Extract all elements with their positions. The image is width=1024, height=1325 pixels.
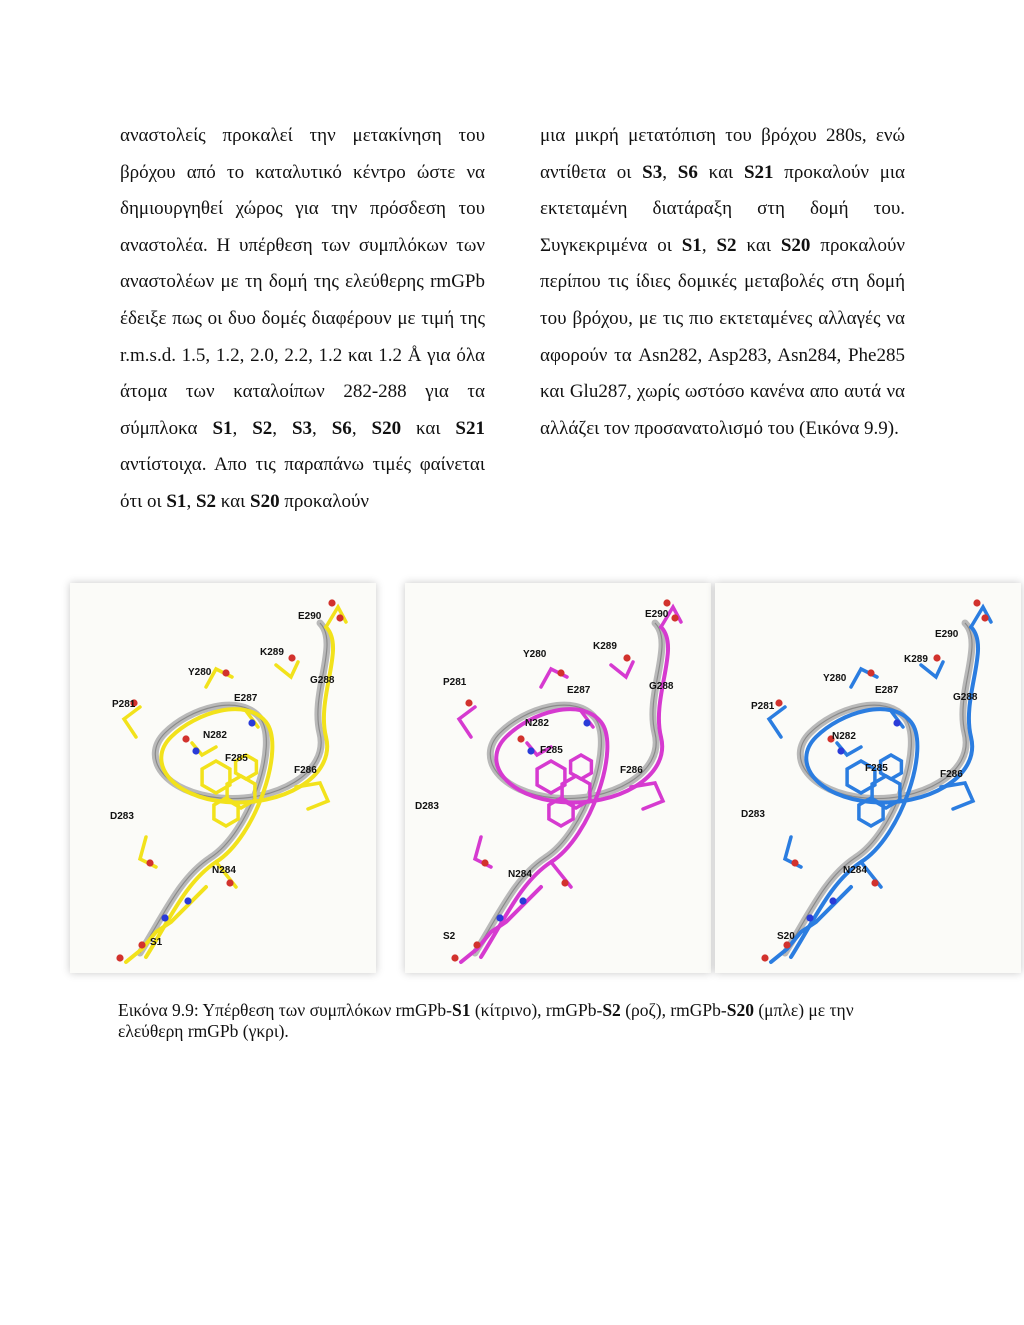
compound-label: S1 (681, 234, 702, 256)
atom (973, 599, 980, 606)
residue-label: N282 (525, 718, 549, 729)
residue-label: E287 (567, 685, 591, 696)
complex-backbone (146, 627, 333, 957)
atom (527, 747, 534, 754)
atom (481, 859, 488, 866)
residue-label: Y280 (188, 667, 212, 678)
atom (557, 669, 564, 676)
compound-label: S6 (677, 161, 698, 183)
figure-panel-s2 (405, 583, 711, 973)
residue-label: E290 (645, 609, 669, 620)
text-run: , (701, 234, 717, 256)
ligand-tail (771, 887, 851, 962)
side-chain (459, 707, 475, 737)
residue-label: F285 (540, 745, 563, 756)
text-run: προκαλούν περίπου τις ίδιες δομικές μεταβολές στη δομή του βρόχου, με τις πιο εκτεταμένες αλλαγές να αφορούν τα Asn282, Asp283, Asn284, Phe285 και Glu287, χωρίς ωστόσο κανένα απο αυτά να αλλάζει τον προσανατολισμό του (Εικόνα 9.9). (540, 234, 905, 439)
text-run: (μπλε) με την ελεύθερη rmGPb (γκρι). (118, 1000, 854, 1041)
atom (561, 879, 568, 886)
left-text-column (120, 118, 485, 521)
residue-label: G288 (310, 675, 335, 686)
atom (775, 699, 782, 706)
residue-label: N284 (843, 865, 867, 876)
text-run: (κίτρινο), rmGPb- (470, 1000, 603, 1020)
text-run: και (401, 417, 456, 439)
text-run: και (697, 161, 744, 183)
side-chain (276, 662, 298, 677)
atom (451, 954, 458, 961)
atom (867, 669, 874, 676)
atom (248, 719, 255, 726)
ligand-label: S20 (777, 931, 795, 942)
text-run: Εικόνα 9.9: Υπέρθεση των συμπλόκων rmGPb- (118, 1000, 452, 1020)
residue-label: Y280 (523, 649, 547, 660)
compound-label: S20 (726, 1000, 754, 1020)
atom (837, 747, 844, 754)
compound-label: S2 (195, 490, 217, 512)
residue-label: N284 (508, 869, 532, 880)
complex-backbone (481, 627, 668, 957)
atom (806, 914, 813, 921)
residue-label: F286 (940, 769, 963, 780)
atom (222, 669, 229, 676)
atom (328, 599, 335, 606)
residue-label: D283 (110, 811, 134, 822)
atom (192, 747, 199, 754)
molecule-structure (405, 583, 711, 973)
residue-label: N282 (832, 731, 856, 742)
side-chain (296, 783, 328, 809)
residue-label: K289 (593, 641, 617, 652)
text-run: προκαλούν (279, 490, 369, 512)
atom (933, 654, 940, 661)
text-run: αναστολείς προκαλεί την μετακίνηση του βρόχου από το καταλυτικό κέντρο ώστε να δημιουργηθεί χώρος για την πρόσδεση του αναστολέα. Η υπέρθεση των συμπλόκων των αναστολέων με τη δομή της ελεύθερης rmGPb έδειξε πως οι δυο δομές διαφέρουν με τιμή της r.m.s.d. 1.5, 1.2, 2.0, 2.2, 1.2 και 1.2 Å για όλα άτομα των καταλοίπων 282-288 για τα σύμπλοκα (120, 125, 485, 439)
residue-label: K289 (260, 647, 284, 658)
atom (623, 654, 630, 661)
residue-label: N284 (212, 865, 236, 876)
atom (829, 897, 836, 904)
compound-label: S20 (780, 234, 811, 256)
complex-structure (769, 607, 991, 962)
residue-label: K289 (904, 654, 928, 665)
complex-structure (124, 607, 346, 962)
ligand-label: S2 (443, 931, 456, 942)
side-chain (631, 783, 663, 809)
figure-caption (118, 1000, 918, 1042)
atom (663, 599, 670, 606)
residue-label: G288 (953, 692, 978, 703)
residue-label: F285 (865, 763, 888, 774)
figure-panel-s20 (715, 583, 1021, 973)
atom (981, 614, 988, 621)
atom (496, 914, 503, 921)
atom (783, 941, 790, 948)
residue-label: F286 (620, 765, 643, 776)
compound-label: S20 (371, 417, 402, 439)
residue-label: N282 (203, 730, 227, 741)
text-run: αντίστοιχα. Απο τις παραπάνω τιμές φαίνεται ότι οι (120, 454, 485, 512)
atom (336, 614, 343, 621)
text-run: , (662, 161, 678, 183)
atom (184, 897, 191, 904)
compound-label: S1 (212, 417, 233, 439)
compound-label: S2 (602, 1000, 621, 1020)
compound-label: S1 (166, 490, 187, 512)
text-run: και (216, 490, 250, 512)
atom (138, 941, 145, 948)
residue-label: E290 (935, 629, 959, 640)
atom (116, 954, 123, 961)
atom (146, 859, 153, 866)
atom (517, 735, 524, 742)
right-text-column (540, 118, 905, 447)
compound-label: S1 (452, 1000, 471, 1020)
residue-label: Y280 (823, 673, 847, 684)
atom (288, 654, 295, 661)
atom (761, 954, 768, 961)
residue-label: D283 (741, 809, 765, 820)
text-run: , (351, 417, 372, 439)
atom (791, 859, 798, 866)
atom (182, 735, 189, 742)
ligand-tail (126, 887, 206, 962)
side-chain (941, 783, 973, 809)
text-run: , (272, 417, 292, 439)
text-run: , (312, 417, 332, 439)
side-chain (611, 662, 633, 677)
text-run: , (232, 417, 253, 439)
side-chain (124, 707, 140, 737)
residue-label: P281 (112, 699, 136, 710)
atom (465, 699, 472, 706)
atom (473, 941, 480, 948)
residue-label: P281 (751, 701, 775, 712)
residue-label: F285 (225, 753, 248, 764)
residue-label: D283 (415, 801, 439, 812)
molecule-structure (715, 583, 1021, 973)
ligand-tail (461, 887, 541, 962)
text-run: (ροζ), rmGPb- (620, 1000, 727, 1020)
atom (519, 897, 526, 904)
compound-label: S2 (252, 417, 273, 439)
compound-label: S3 (291, 417, 313, 439)
residue-label: P281 (443, 677, 467, 688)
text-run: προκαλούν μια εκτεταμένη διατάραξη στη δομή του. Συγκεκριμένα οι (540, 161, 905, 256)
compound-label: S21 (743, 161, 774, 183)
residue-label: G288 (649, 681, 674, 692)
compound-label: S3 (642, 161, 663, 183)
ligand-label: S1 (150, 937, 163, 948)
compound-label: S6 (331, 417, 352, 439)
atom (893, 719, 900, 726)
residue-label: E287 (875, 685, 899, 696)
atom (671, 614, 678, 621)
residue-label: F286 (294, 765, 317, 776)
text-run: , (186, 490, 196, 512)
atom (583, 719, 590, 726)
compound-label: S20 (250, 490, 280, 512)
complex-structure (459, 607, 681, 962)
ligand-ring (571, 755, 592, 779)
text-run: μια μικρή μετατόπιση του βρόχου 280s, ενώ αντίθετα οι (540, 125, 905, 183)
molecule-structure (70, 583, 376, 973)
atom (161, 914, 168, 921)
compound-label: S21 (455, 417, 485, 439)
residue-label: E287 (234, 693, 258, 704)
text-run: και (736, 234, 781, 256)
figure-panel-s1 (70, 583, 376, 973)
complex-backbone (791, 627, 978, 957)
atom (226, 879, 233, 886)
residue-label: E290 (298, 611, 322, 622)
compound-label: S2 (716, 234, 737, 256)
atom (871, 879, 878, 886)
